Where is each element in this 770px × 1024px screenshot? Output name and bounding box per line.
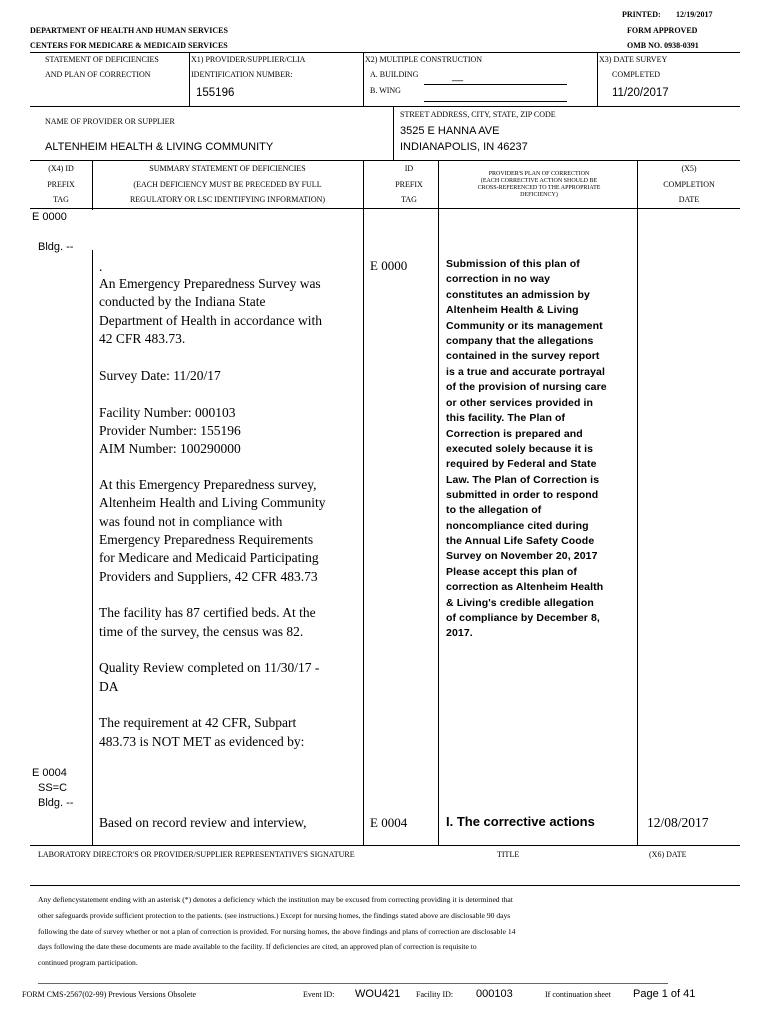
summary-line: At this Emergency Preparedness survey, [99,477,317,492]
summary-line: AIM Number: 100290000 [99,441,241,456]
rule [38,983,668,984]
correction-line: Survey on November 20, 2017 [446,550,598,562]
rule [189,52,190,106]
statement-label-2: AND PLAN OF CORRECTION [45,70,151,79]
correction-line: Altenheim Health & Living [446,304,579,316]
correction-line: correction as Altenheim Health [446,581,604,593]
id-tag-2: E 0004 [370,815,408,830]
correction-line: Please accept this plan of [446,566,577,578]
disclaimer-line: following the date of survey whether or not a plan of correction is provided. For nursing homes, the above findings and plans of correction are disclosable 14 [38,927,516,936]
id-header-3: TAG [401,195,417,204]
printed-label: PRINTED: [622,10,661,19]
completion-date-2: 12/08/2017 [647,815,709,830]
provider-name: ALTENHEIM HEALTH & LIVING COMMUNITY [45,141,274,153]
department-title: DEPARTMENT OF HEALTH AND HUMAN SERVICES [30,26,228,35]
rule [597,52,598,106]
printed-date: 12/19/2017 [676,10,713,19]
x4-header: (X4) ID [48,164,74,173]
x5-header: (X5) [681,164,697,173]
disclaimer-line: days following the date these documents are made available to the facility. If deficiencies are cited, an approved plan of correction is requisite to [38,942,477,951]
correction-line: Correction is prepared and [446,428,583,440]
correction-line: this facility. The Plan of [446,412,566,424]
building-underline [424,84,567,85]
rule [30,160,740,161]
id-header-2: PREFIX [395,180,423,189]
plan-header-1: PROVIDER'S PLAN OF CORRECTION [488,171,590,177]
x4-header-3: TAG [53,195,69,204]
summary-header-3: REGULATORY OR LSC IDENTIFYING INFORMATION) [129,195,326,204]
summary-line: 483.73 is NOT MET as evidenced by: [99,734,305,749]
plan-header [440,171,638,199]
address-label: STREET ADDRESS, CITY, STATE, ZIP CODE [400,110,556,119]
summary-line: DA [99,679,119,694]
rule [637,160,638,845]
form-approved: FORM APPROVED [627,26,698,35]
title-label: TITLE [497,850,520,859]
building-value: __ [452,71,464,82]
survey-completed-date: 11/20/2017 [612,87,669,99]
disclaimer-line: continued program participation. [38,958,138,967]
continuation-label: If continuation sheet [545,990,611,999]
summary-line: conducted by the Indiana State [99,294,266,309]
correction-line: or other services provided in [446,397,594,409]
rule [92,160,93,210]
correction-line: submitted in order to respond [446,489,599,501]
provider-name-label: NAME OF PROVIDER OR SUPPLIER [45,117,175,126]
cms-title: CENTERS FOR MEDICARE & MEDICAID SERVICES [30,41,228,50]
rule [363,160,364,845]
event-id-label: Event ID: [303,990,335,999]
prefix-tag-2-scope: SS=C [38,782,68,794]
x5-header-2: COMPLETION [663,180,715,189]
prefix-tag-2-bldg: Bldg. -- [38,797,74,809]
summary-line: . [99,259,103,274]
address-line-2: INDIANAPOLIS, IN 46237 [400,141,528,153]
rule [30,106,740,107]
disclaimer-line: other safeguards provide sufficient protection to the patients. (see instructions.) Except for nursing homes, the findings stated above are disclosable 90 days [38,911,511,920]
x1-label: X1) PROVIDER/SUPPLIER/CLIA [191,55,306,64]
rule [363,52,364,106]
correction-line: to the allegation of [446,504,542,516]
disclaimer-line: Any defiencystatement ending with an asterisk (*) denotes a deficiency which the institution may be excused from correcting providing it is determined that [38,895,513,904]
summary-line: Emergency Preparedness Requirements [99,532,314,547]
correction-line: & Living's credible allegation [446,597,594,609]
correction-line: required by Federal and State [446,458,597,470]
x2-label: X2) MULTIPLE CONSTRUCTION [365,55,483,64]
x1-label-2: IDENTIFICATION NUMBER: [191,70,293,79]
x3-label: X3) DATE SURVEY [599,55,668,64]
wing-underline [424,101,567,102]
summary-line: for Medicare and Medicaid Participating [99,550,319,565]
correction-line: Law. The Plan of Correction is [446,474,600,486]
summary-line: Providers and Suppliers, 42 CFR 483.73 [99,569,318,584]
correction-line: noncompliance cited during [446,520,589,532]
page-number: Page 1 of 41 [633,988,696,1000]
summary-line: The facility has 87 certified beds. At the [99,605,316,620]
correction-line: contained in the survey report [446,350,600,362]
statement-label: STATEMENT OF DEFICIENCIES [45,55,159,64]
summary-line: was found not in compliance with [99,514,283,529]
omb-number: OMB NO. 0938-0391 [627,41,699,50]
facility-id-label: Facility ID: [416,990,454,999]
summary-line: 42 CFR 483.73. [99,331,186,346]
summary-line: The requirement at 42 CFR, Subpart [99,715,297,730]
summary-line: Provider Number: 155196 [99,423,241,438]
summary-header-2: (EACH DEFICIENCY MUST BE PRECEDED BY FULL [133,180,322,189]
rule [438,160,439,845]
prefix-tag-1: E 0000 [32,211,67,223]
x4-header-2: PREFIX [47,180,75,189]
summary-line: Facility Number: 000103 [99,405,236,420]
wing-label: B. WING [370,86,401,95]
summary-line: Quality Review completed on 11/30/17 - [99,660,320,675]
x3-label-2: COMPLETED [612,70,660,79]
form-number: FORM CMS-2567(02-99) Previous Versions Obsolete [22,990,197,999]
correction-line: the Annual Life Safety Coode [446,535,595,547]
correction-line: Submission of this plan of [446,258,580,270]
summary-line: An Emergency Preparedness Survey was [99,276,321,291]
rule [30,845,740,846]
plan-header-3: CROSS-REFERENCED TO THE APPROPRIATE [477,185,601,191]
plan-header-2: (EACH CORRECTIVE ACTION SHOULD BE [480,178,598,184]
provider-id-number: 155196 [196,87,235,99]
id-header: ID [404,164,414,173]
x5-header-3: DATE [678,195,700,204]
x6-date-label: (X6) DATE [649,850,687,859]
id-tag-1: E 0000 [370,258,408,273]
summary-line: Altenheim Health and Living Community [99,495,326,510]
summary-line: time of the survey, the census was 82. [99,624,304,639]
building-label: A. BUILDING [370,70,419,79]
summary-line: Based on record review and interview, [99,815,307,830]
summary-line: Survey Date: 11/20/17 [99,368,221,383]
prefix-tag-2: E 0004 [32,767,67,779]
correction-line: of the provision of nursing care [446,381,607,393]
address-line-1: 3525 E HANNA AVE [400,125,500,137]
bldg-1: Bldg. -- [38,241,74,253]
correction-line: is a true and accurate portrayal [446,366,606,378]
rule [393,106,394,160]
correction-line: company that the allegations [446,335,594,347]
correction-line: executed solely because it is [446,443,594,455]
summary-line: Department of Health in accordance with [99,313,323,328]
facility-id-value: 000103 [476,988,513,1000]
correction-tail: I. The corrective actions [446,814,595,829]
correction-line: 2017. [446,627,473,639]
plan-header-4: DEFICIENCY) [520,192,558,198]
correction-line: constitutes an admission by [446,289,590,301]
rule [30,52,740,53]
signature-label: LABORATORY DIRECTOR'S OR PROVIDER/SUPPLIER REPRESENTATIVE'S SIGNATURE [38,850,355,859]
correction-line: correction in no way [446,273,551,285]
rule [30,885,740,886]
event-id-value: WOU421 [355,988,401,1000]
summary-header: SUMMARY STATEMENT OF DEFICIENCIES [149,164,306,173]
correction-line: of compliance by December 8, [446,612,600,624]
rule [92,250,93,845]
rule [30,208,740,209]
correction-line: Community or its management [446,320,603,332]
